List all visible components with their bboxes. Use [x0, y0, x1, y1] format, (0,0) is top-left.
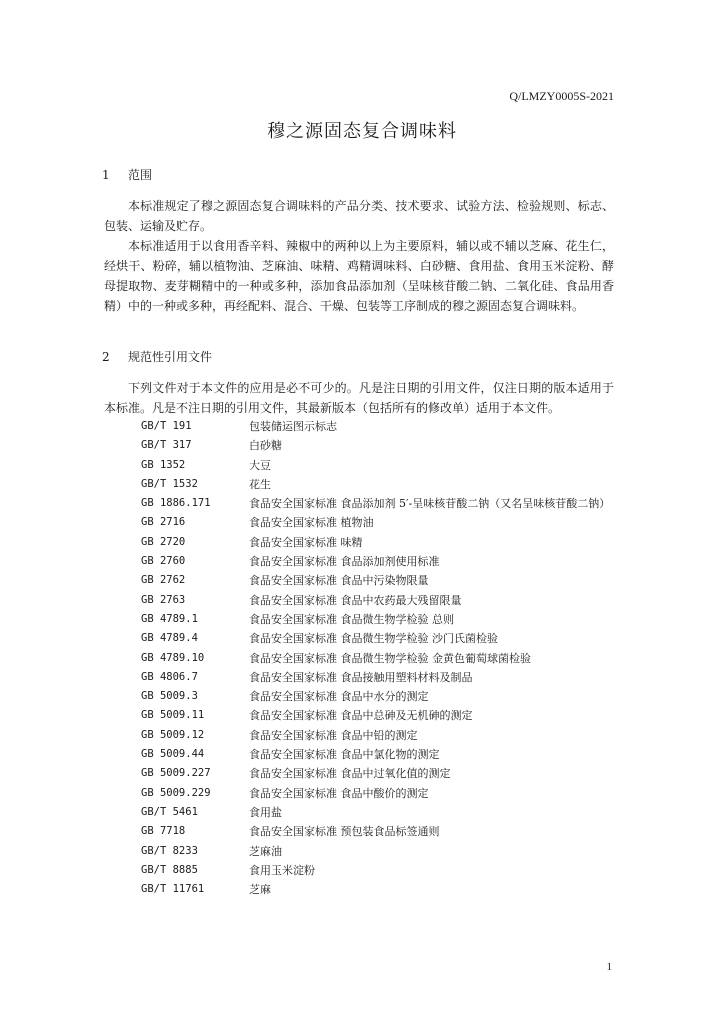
section-1-heading [102, 166, 152, 183]
reference-title: 食品安全国家标准 食品中酸价的测定 [249, 786, 429, 800]
reference-item [141, 649, 616, 668]
reference-title: 食品安全国家标准 食品微生物学检验 总则 [249, 612, 454, 626]
reference-item [141, 668, 616, 687]
reference-item [141, 475, 616, 494]
reference-code: GB 2720 [141, 535, 186, 548]
reference-code: GB 4789.10 [141, 651, 205, 664]
section-number: 2 [102, 350, 110, 364]
reference-title: 食品安全国家标准 食品添加剂使用标准 [249, 555, 440, 569]
reference-title: 食品安全国家标准 食品微生物学检验 沙门氏菌检验 [249, 632, 498, 646]
section-title: 范围 [128, 168, 153, 182]
reference-title: 食品安全国家标准 食品接触用塑料材料及制品 [249, 670, 473, 684]
reference-code: GB 4789.4 [141, 632, 198, 645]
reference-code: GB/T 5461 [141, 805, 198, 818]
reference-item [141, 629, 616, 648]
reference-item [141, 571, 616, 590]
standard-code: Q/LMZY0005S-2021 [509, 89, 614, 103]
reference-code: GB 4789.1 [141, 612, 198, 625]
reference-item [141, 784, 616, 803]
reference-item [141, 706, 616, 725]
reference-title: 食品安全国家标准 食品中总砷及无机砷的测定 [249, 709, 473, 723]
reference-title: 食品安全国家标准 食品微生物学检验 金黄色葡萄球菌检验 [249, 651, 531, 665]
reference-code: GB 2763 [141, 593, 186, 606]
reference-title: 食用玉米淀粉 [249, 863, 315, 877]
reference-item [141, 456, 616, 475]
reference-code: GB/T 317 [141, 439, 192, 452]
reference-code: GB 5009.11 [141, 709, 205, 722]
reference-item [141, 494, 616, 513]
reference-title: 包装储运图示标志 [249, 420, 337, 433]
section-2-intro: 下列文件对于本文件的应用是必不可少的。凡是注日期的引用文件，仅注日期的版本适用于本标准。凡是不注日期的引用文件，其最新版本（包括所有的修改单）适用于本文件。 [104, 381, 614, 415]
reference-title: 食品安全国家标准 植物油 [249, 516, 374, 530]
reference-code: GB/T 8233 [141, 844, 198, 857]
reference-title: 食品安全国家标准 食品中铅的测定 [249, 728, 418, 742]
reference-item [141, 436, 616, 455]
reference-title: 食用盐 [249, 805, 282, 819]
reference-title: 食品安全国家标准 食品中农药最大残留限量 [249, 593, 462, 607]
reference-title: 食品安全国家标准 食品中氯化物的测定 [249, 748, 440, 762]
reference-code: GB 5009.12 [141, 728, 205, 741]
reference-code: GB/T 8885 [141, 863, 198, 876]
reference-title: 芝麻 [249, 883, 271, 897]
document-title: 穆之源固态复合调味料 [267, 121, 457, 142]
reference-title: 食品安全国家标准 味精 [249, 535, 363, 549]
reference-code: GB 5009.3 [141, 690, 198, 703]
page-number: 1 [606, 961, 612, 973]
reference-title: 食品安全国家标准 食品中过氧化值的测定 [249, 767, 451, 781]
section-1-paragraph: 本标准适用于以食用香辛料、辣椒中的两种以上为主要原料，辅以或不辅以芝麻、花生仁，经烘干、粉碎，辅以植物油、芝麻油、味精、鸡精调味料、白砂糖、食用盐、食用玉米淀粉、酵母提取物、麦芽糊精中的一种或多种，添加食品添加剂（呈味核苷酸二钠、二氧化硅、食品用香精）中的一种或多种，再经配料、混合、干燥、包装等工序制成的穆之源固态复合调味料。 [104, 239, 614, 313]
reference-item [141, 726, 616, 745]
reference-item [141, 610, 616, 629]
reference-title: 芝麻油 [249, 844, 282, 858]
reference-title: 大豆 [249, 458, 271, 472]
reference-code: GB/T 1532 [141, 477, 198, 490]
reference-item [141, 687, 616, 706]
section-1-paragraph: 本标准规定了穆之源固态复合调味料的产品分类、技术要求、试验方法、检验规则、标志、包装、运输及贮存。 [104, 199, 614, 233]
reference-item [141, 591, 616, 610]
reference-code: GB/T 11761 [141, 883, 205, 896]
reference-code: GB/T 191 [141, 420, 192, 432]
reference-item [141, 803, 616, 822]
reference-item [141, 822, 616, 841]
reference-title: 食品安全国家标准 食品中污染物限量 [249, 574, 429, 588]
reference-code: GB 1352 [141, 458, 186, 471]
reference-item [141, 513, 616, 532]
reference-item [141, 842, 616, 861]
reference-item [141, 417, 616, 436]
reference-code: GB 4806.7 [141, 670, 198, 683]
section-number: 1 [102, 168, 110, 182]
reference-code: GB 2716 [141, 516, 186, 529]
reference-item [141, 552, 616, 571]
reference-code: GB 2762 [141, 574, 186, 587]
section-title: 规范性引用文件 [128, 350, 213, 364]
reference-code: GB 1886.171 [141, 497, 211, 510]
reference-code: GB 2760 [141, 555, 186, 568]
reference-item [141, 533, 616, 552]
section-2-heading [102, 348, 212, 365]
reference-item [141, 861, 616, 880]
reference-title: 食品安全国家标准 预包装食品标签通则 [249, 825, 440, 839]
reference-code: GB 5009.44 [141, 748, 205, 761]
reference-title: 食品安全国家标准 食品中水分的测定 [249, 690, 429, 704]
reference-title: 食品安全国家标准 食品添加剂 5′-呈味核苷酸二钠（又名呈味核苷酸二钠） [249, 497, 611, 511]
reference-list [141, 417, 616, 899]
reference-item [141, 764, 616, 783]
reference-item [141, 880, 616, 899]
reference-title: 花生 [249, 477, 271, 491]
reference-code: GB 5009.229 [141, 786, 211, 799]
reference-item [141, 745, 616, 764]
reference-title: 白砂糖 [249, 439, 282, 453]
reference-code: GB 5009.227 [141, 767, 211, 780]
reference-code: GB 7718 [141, 825, 186, 838]
